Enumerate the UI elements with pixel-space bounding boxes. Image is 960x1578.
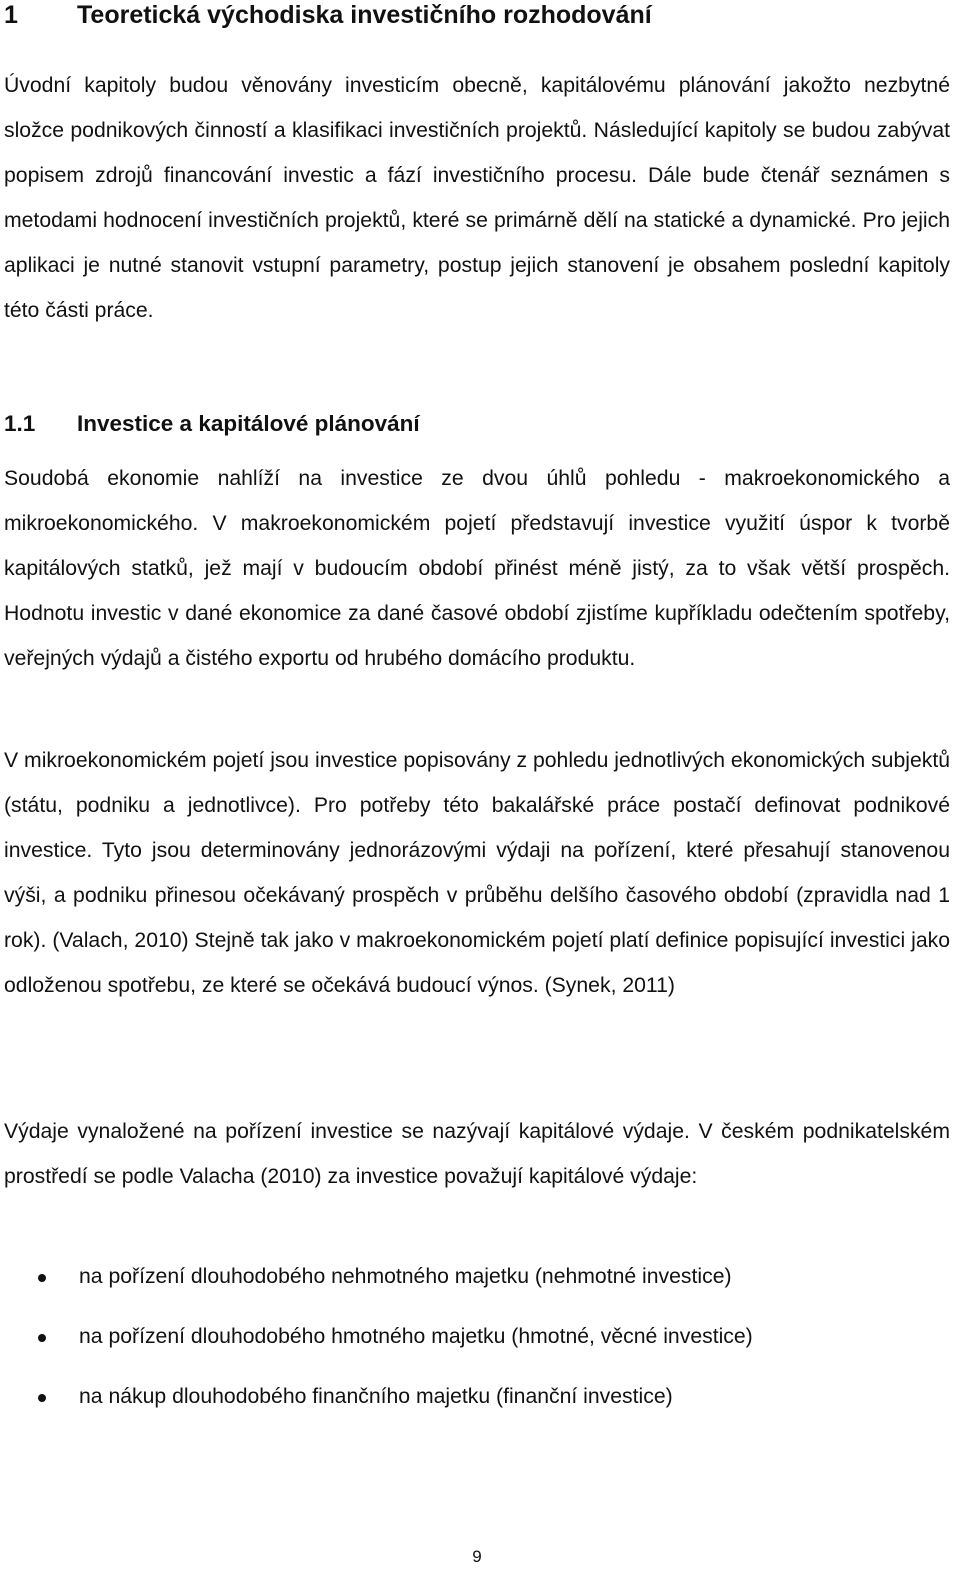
section-paragraph-2: V mikroekonomickém pojetí jsou investice popisovány z pohledu jednotlivých ekonomických subjektů (státu, podniku a jednotlivce). Pro potřeby této bakalářské práce postačí definovat podnikové investice. Tyto jsou determinovány jednorázovými výdaji na pořízení, které přesahují stanovenou výši, a podniku přinesou očekávaný prospěch v průběhu delšího časového období (zpravidla nad 1 rok). (Valach, 2010) Stejně tak jako v makroekonomickém pojetí platí definice popisující investici jako odloženou spotřebu, ze které se očekává budoucí výnos. (Synek, 2011) — [4, 749, 950, 997]
intro-paragraph: Úvodní kapitoly budou věnovány investicím obecně, kapitálovému plánování jakožto nezbytné složce podnikových činností a klasifikaci investičních projektů. Následující kapitoly se budou zabývat popisem zdrojů financování investic a fází investičního procesu. Dále bude čtenář seznámen s metodami hodnocení investičních projektů, které se primárně dělí na statické a dynamické. Pro jejich aplikaci je nutné stanovit vstupní parametry, postup jejich stanovení je obsahem poslední kapitoly této části práce. — [4, 74, 950, 322]
list-item-text: na pořízení dlouhodobého hmotného majetku (hmotné, věcné investice) — [79, 1325, 753, 1348]
section-number: 1.1 — [4, 411, 36, 436]
capital-expenditure-list — [4, 1262, 950, 1442]
list-item — [4, 1382, 950, 1442]
document-page — [4, 0, 950, 1578]
section-title: Investice a kapitálové plánování — [77, 411, 420, 436]
section-paragraph-3: Výdaje vynaložené na pořízení investice se nazývají kapitálové výdaje. V českém podnikatelském prostředí se podle Valacha (2010) za investice považují kapitálové výdaje: — [4, 1120, 950, 1188]
section-paragraph-1: Soudobá ekonomie nahlíží na investice ze dvou úhlů pohledu - makroekonomického a mikroekonomického. V makroekonomickém pojetí představují investice využití úspor k tvorbě kapitálových statků, jež mají v budoucím období přinést méně jistý, za to však větší prospěch. Hodnotu investic v dané ekonomice za dané časové období zjistíme kupříkladu odečtením spotřeby, veřejných výdajů a čistého exportu od hrubého domácího produktu. — [4, 467, 950, 670]
list-item — [4, 1262, 950, 1322]
bullet-icon — [38, 1274, 46, 1282]
section-heading — [4, 408, 420, 440]
bullet-icon — [38, 1394, 46, 1402]
bullet-icon — [38, 1334, 46, 1342]
chapter-title: Teoretická východiska investičního rozhodování — [77, 1, 652, 29]
page-number: 9 — [472, 1547, 482, 1566]
chapter-heading — [4, 0, 652, 30]
chapter-number: 1 — [4, 1, 18, 29]
list-item-text: na nákup dlouhodobého finančního majetku (finanční investice) — [79, 1385, 673, 1408]
list-item-text: na pořízení dlouhodobého nehmotného majetku (nehmotné investice) — [79, 1265, 732, 1288]
list-item — [4, 1322, 950, 1382]
